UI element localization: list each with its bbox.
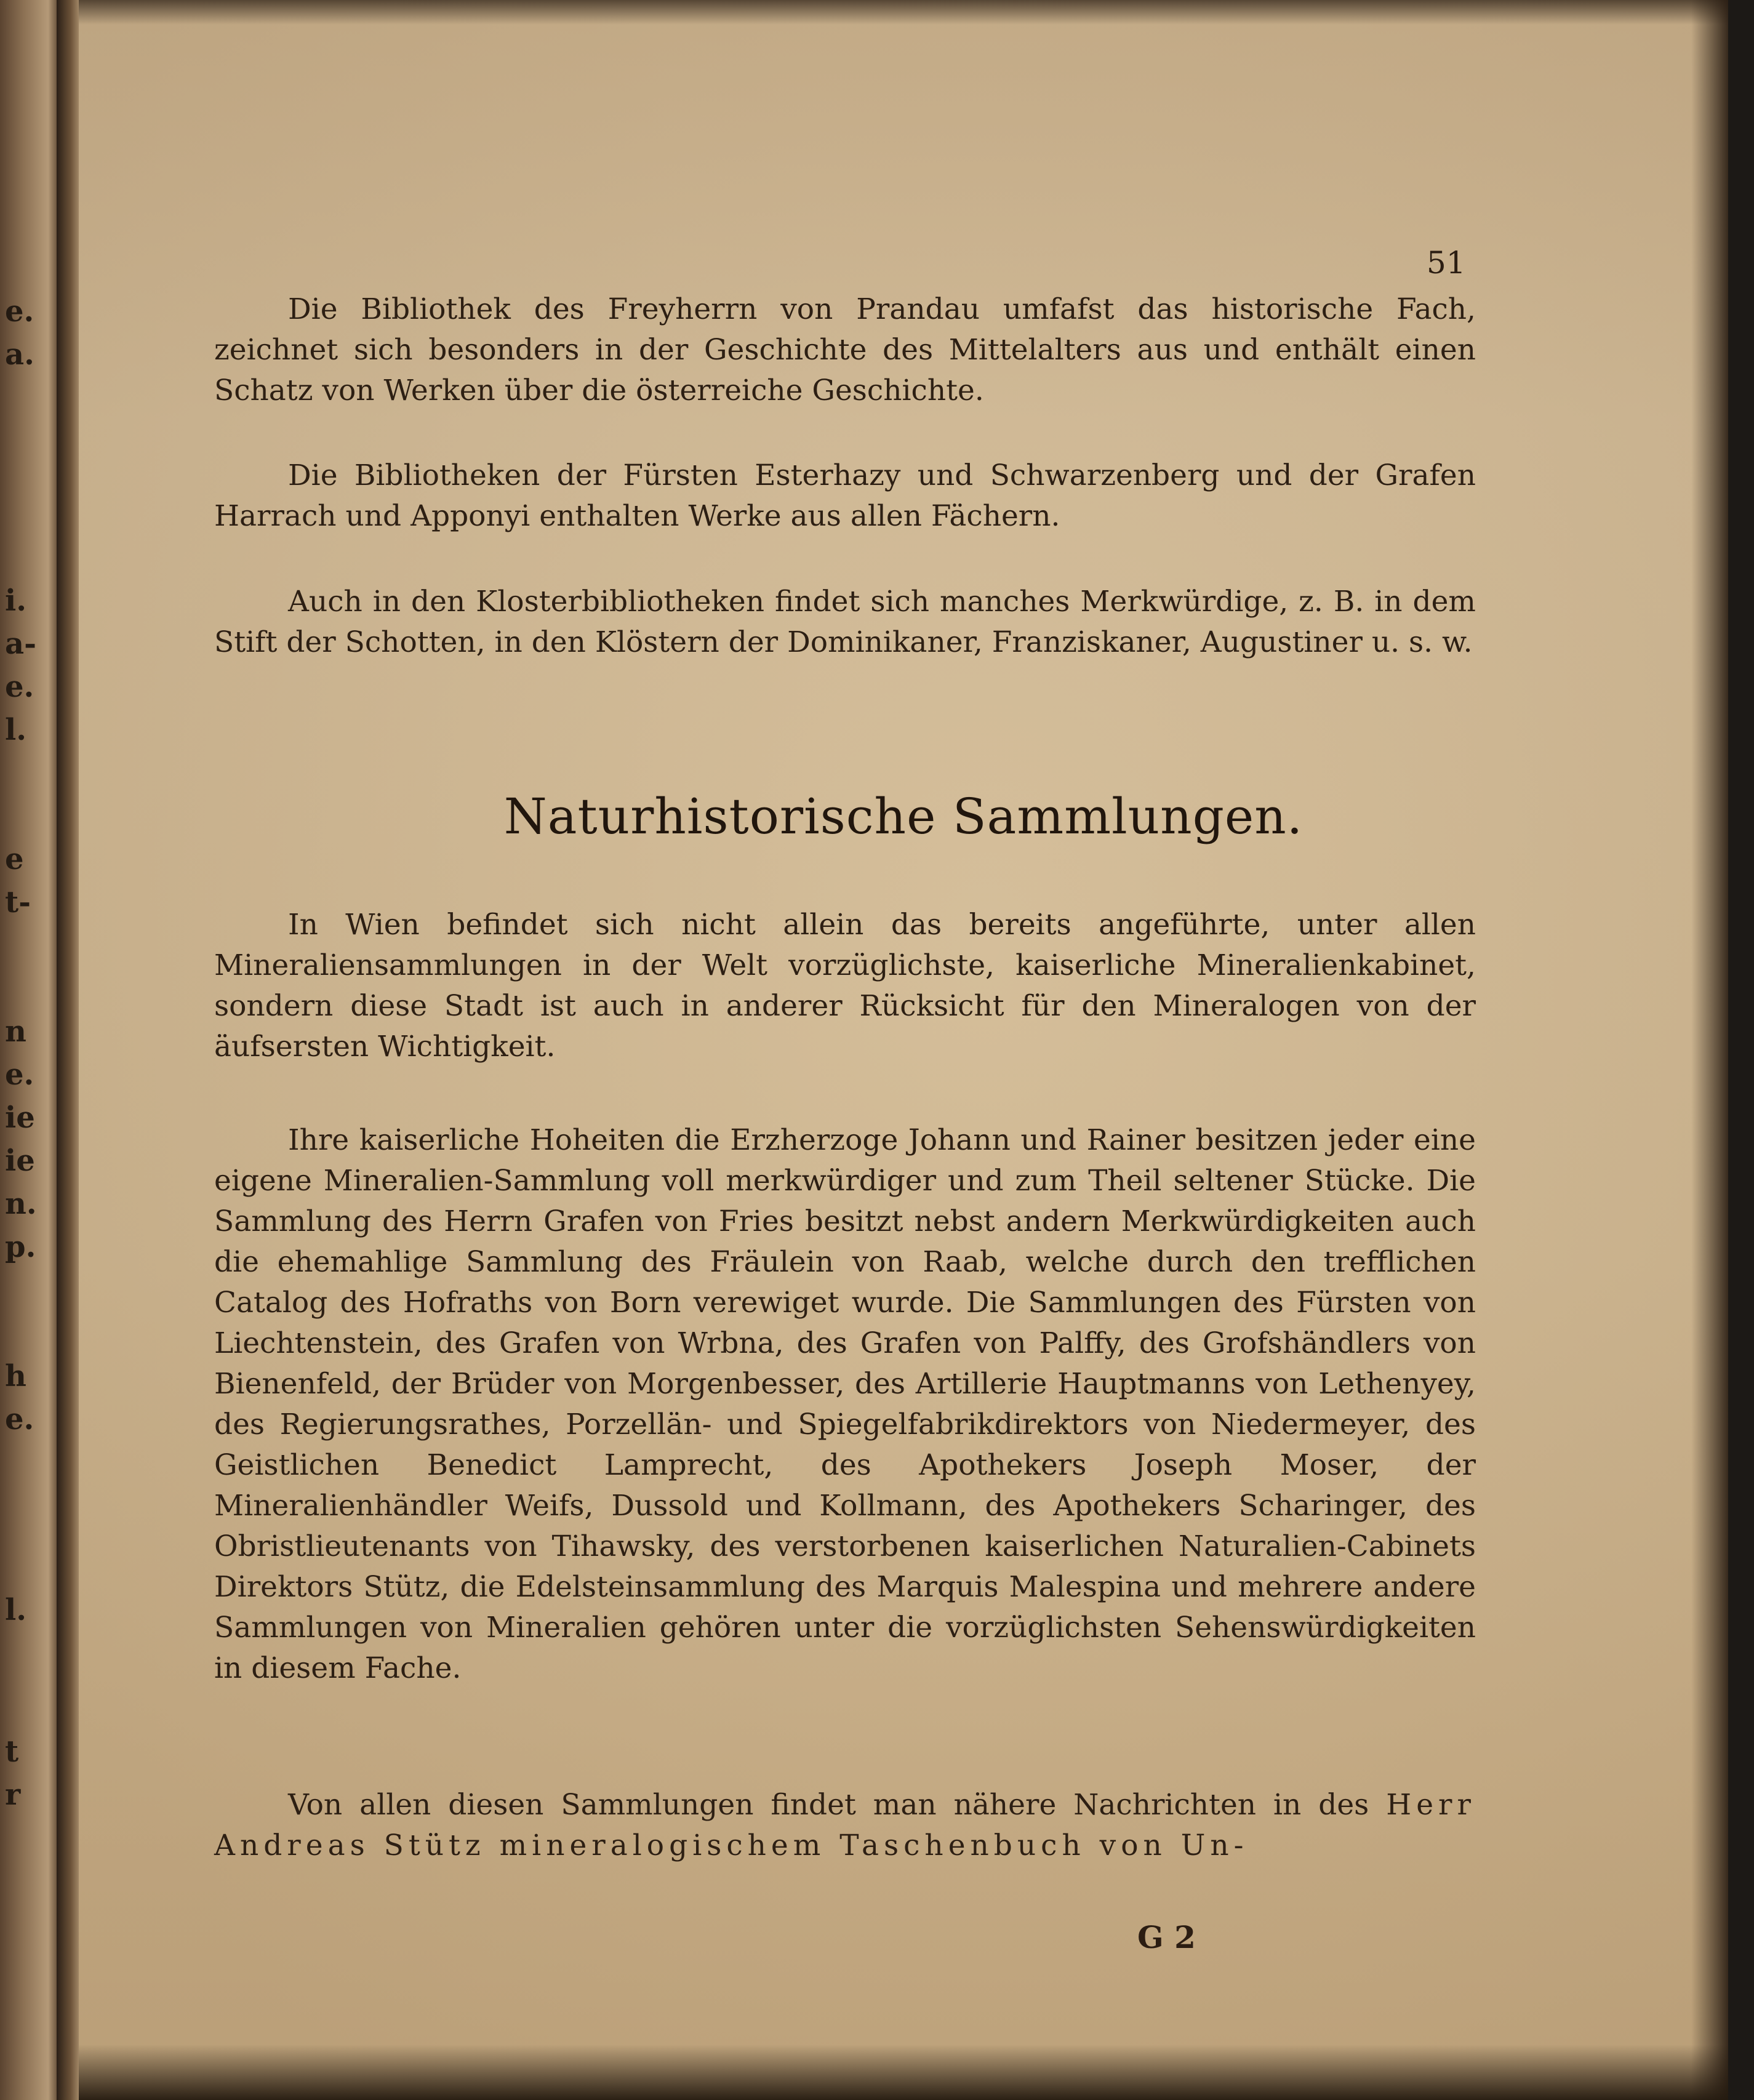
- signature-mark: G 2: [1137, 1919, 1196, 1955]
- margin-fragment: n: [5, 1014, 26, 1049]
- margin-fragment: i.: [5, 583, 26, 618]
- margin-fragment: ie: [5, 1144, 35, 1178]
- margin-fragment: e.: [5, 1402, 34, 1437]
- margin-fragment: t-: [5, 885, 31, 920]
- margin-fragment: e.: [5, 670, 34, 704]
- margin-fragment: a-: [5, 627, 37, 661]
- page-shadow-top: [79, 0, 1728, 25]
- margin-fragment: ie: [5, 1100, 35, 1135]
- paragraph-bibliotheken-fuersten: Die Bibliotheken der Fürsten Esterhazy und Schwarzenberg und der Grafen Harrach und Apponyi enthalten Werke aus allen Fächern.: [214, 459, 1476, 533]
- page-number: 51: [1427, 245, 1466, 281]
- margin-fragment: l.: [5, 713, 26, 747]
- margin-fragment: l.: [5, 1593, 26, 1627]
- paragraph-nachrichten: [214, 1785, 1476, 1866]
- previous-page-edge: [0, 0, 57, 2100]
- paragraph-nachrichten-text: Von allen diesen Sammlungen findet man nähere Nachrichten in des: [288, 1788, 1369, 1822]
- page-shadow-right: [1691, 0, 1728, 2100]
- margin-fragment: r: [5, 1777, 21, 1812]
- margin-fragment: p.: [5, 1230, 36, 1264]
- margin-fragment: a.: [5, 337, 34, 372]
- section-heading: Naturhistorische Sammlungen.: [503, 788, 1303, 845]
- margin-fragment: e.: [5, 1057, 34, 1092]
- book-page: [79, 0, 1728, 2100]
- margin-fragment: e: [5, 842, 24, 876]
- book-gutter: [57, 0, 80, 2100]
- page-shadow-bottom: [79, 2045, 1728, 2100]
- paragraph-bibliothek-prandau: Die Bibliothek des Freyherrn von Prandau umfafst das historische Fach, zeichnet sich besonders in der Geschichte des Mittelalters aus und enthält einen Schatz von Werken über die österreiche Geschichte.: [214, 292, 1476, 407]
- margin-fragment: n.: [5, 1187, 37, 1221]
- paragraph-klosterbibliotheken: Auch in den Klosterbibliotheken findet sich manches Merkwürdige, z. B. in dem Stift der Schotten, in den Klöstern der Dominikaner, Franziskaner, Augustiner u. s. w.: [214, 585, 1476, 659]
- paragraph-sammlungen-list: Ihre kaiserliche Hoheiten die Erzherzoge Johann und Rainer besitzen jeder eine eigene Mineralien-Sammlung voll merkwürdiger und zum Theil seltener Stücke. Die Sammlung des Herrn Grafen von Fries besitzt nebst andern Merkwürdigkeiten auch die ehemahlige Sammlung des Fräulein von Raab, welche durch den trefflichen Catalog des Hofraths von Born verewiget wurde. Die Sammlungen des Fürsten von Liechtenstein, des Grafen von Wrbna, des Grafen von Palffy, des Grofshändlers von Bienenfeld, der Brüder von Morgenbesser, des Artillerie Hauptmanns von Lethenyey, des Regierungsrathes, Porzellän- und Spiegelfabrikdirektors von Niedermeyer, des Geistlichen Benedict Lamprecht, des Apothekers Joseph Moser, der Mineralienhändler Weifs, Dussold und Kollmann, des Apothekers Scharinger, des Obristlieutenants von Tihawsky, des verstorbenen kaiserlichen Naturalien-Cabinets Direktors Stütz, die Edelsteinsammlung des Marquis Malespina und mehrere andere Sammlungen von Mineralien gehören unter die vorzüglichsten Sehenswürdigkeiten in diesem Fache.: [214, 1123, 1476, 1685]
- margin-fragment: h: [5, 1359, 26, 1393]
- paragraph-wien-mineralien: In Wien befindet sich nicht allein das bereits angeführte, unter allen Mineraliensammlungen in der Welt vorzüglichste, kaiserliche Mineralienkabinet, sondern diese Stadt ist auch in anderer Rücksicht für den Mineralogen von der äufsersten Wichtigkeit.: [214, 908, 1476, 1064]
- margin-fragment: e.: [5, 294, 34, 329]
- paragraph-nachrichten-spaced-text: Herr Andreas Stütz mineralogischem Taschenbuch von Un-: [214, 1788, 1476, 1862]
- margin-fragment: t: [5, 1734, 19, 1769]
